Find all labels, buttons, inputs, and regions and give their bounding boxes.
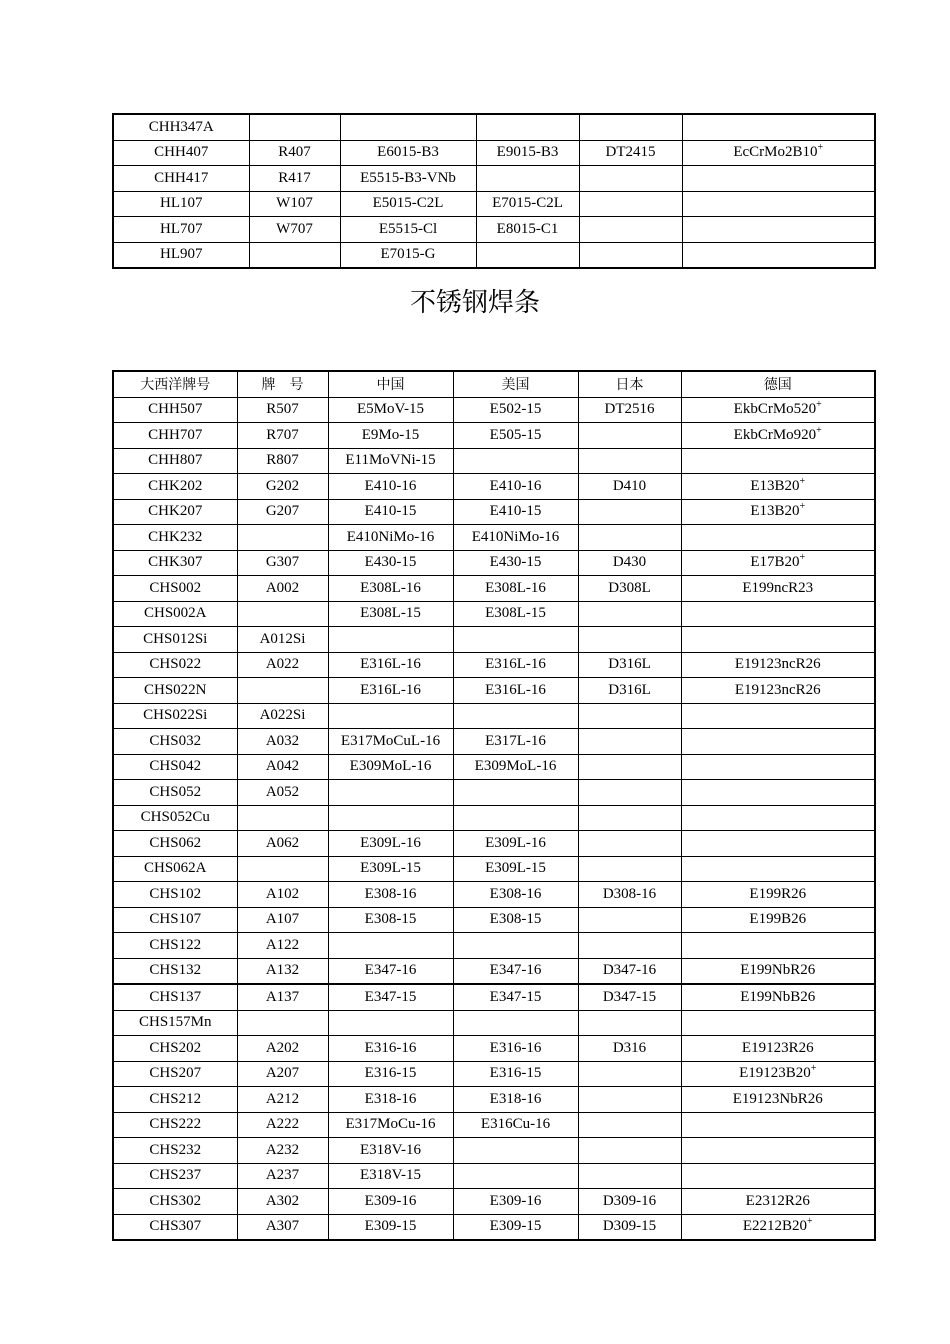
table-cell xyxy=(681,1112,875,1138)
table-cell: CHS062 xyxy=(113,831,237,857)
table-cell: A237 xyxy=(237,1163,328,1189)
table-cell xyxy=(578,907,681,933)
table-cell: A002 xyxy=(237,576,328,602)
table-cell: A042 xyxy=(237,754,328,780)
table-cell: E5515-B3-VNb xyxy=(340,166,476,192)
table-cell: E410NiMo-16 xyxy=(328,525,453,551)
table-cell: E7015-G xyxy=(340,242,476,268)
table-cell: E19123ncR26 xyxy=(681,678,875,704)
table-cell xyxy=(578,729,681,755)
table-cell: E316L-16 xyxy=(328,652,453,678)
table-cell: E199NbR26 xyxy=(681,958,875,984)
table-cell: E199NbB26 xyxy=(681,984,875,1010)
section-title: 不锈钢焊条 xyxy=(409,288,540,318)
table-cell xyxy=(681,831,875,857)
table-cell xyxy=(249,114,340,140)
table-cell: E347-15 xyxy=(453,984,578,1010)
table-cell: E410NiMo-16 xyxy=(453,525,578,551)
table-cell xyxy=(578,831,681,857)
table-cell xyxy=(578,499,681,525)
table-cell xyxy=(681,729,875,755)
table-row xyxy=(113,729,875,755)
table-cell: CHH347A xyxy=(113,114,249,140)
table-cell: G307 xyxy=(237,550,328,576)
table-row xyxy=(113,652,875,678)
table-row xyxy=(113,678,875,704)
table-cell: W107 xyxy=(249,191,340,217)
table-cell: E13B20+ xyxy=(681,474,875,500)
table-cell xyxy=(237,525,328,551)
table-cell xyxy=(681,601,875,627)
table-cell: E505-15 xyxy=(453,423,578,449)
table-cell: E9Mo-15 xyxy=(328,423,453,449)
table-row xyxy=(113,1163,875,1189)
table-row xyxy=(113,1061,875,1087)
table-cell xyxy=(328,1010,453,1036)
table-cell: E316-15 xyxy=(328,1061,453,1087)
table-cell: CHK207 xyxy=(113,499,237,525)
table-cell: E316L-16 xyxy=(453,678,578,704)
table-row xyxy=(113,984,875,1010)
table-cell xyxy=(681,780,875,806)
table-cell: CHS022Si xyxy=(113,703,237,729)
table-cell: CHS107 xyxy=(113,907,237,933)
table-cell xyxy=(328,805,453,831)
table-cell: CHS157Mn xyxy=(113,1010,237,1036)
table-cell: D347-15 xyxy=(578,984,681,1010)
table-cell: A062 xyxy=(237,831,328,857)
table-cell: CHS032 xyxy=(113,729,237,755)
table-cell: A107 xyxy=(237,907,328,933)
table-cell xyxy=(237,678,328,704)
table-cell: CHH417 xyxy=(113,166,249,192)
table-row xyxy=(113,780,875,806)
table-cell xyxy=(578,448,681,474)
table-cell: E2312R26 xyxy=(681,1189,875,1215)
table-cell: E318-16 xyxy=(328,1087,453,1113)
table-cell: E410-16 xyxy=(453,474,578,500)
table-cell: E317MoCuL-16 xyxy=(328,729,453,755)
table-cell: EkbCrMo920+ xyxy=(681,423,875,449)
table-cell: A122 xyxy=(237,933,328,959)
table-cell xyxy=(578,627,681,653)
table-cell: E317MoCu-16 xyxy=(328,1112,453,1138)
table-cell xyxy=(578,1087,681,1113)
table-cell: A207 xyxy=(237,1061,328,1087)
table-row xyxy=(113,703,875,729)
table-cell xyxy=(682,166,875,192)
table-cell: R707 xyxy=(237,423,328,449)
table-row xyxy=(113,217,875,243)
table-cell: D308-16 xyxy=(578,882,681,908)
table-cell: A302 xyxy=(237,1189,328,1215)
table-row xyxy=(113,191,875,217)
table-cell: CHK232 xyxy=(113,525,237,551)
table-cell xyxy=(453,933,578,959)
table-cell: E2212B20+ xyxy=(681,1214,875,1240)
table-cell: CHH707 xyxy=(113,423,237,449)
table-cell xyxy=(476,166,579,192)
table-cell: A132 xyxy=(237,958,328,984)
table-row xyxy=(113,907,875,933)
table-cell xyxy=(237,805,328,831)
table-cell: R507 xyxy=(237,397,328,423)
table-cell xyxy=(237,856,328,882)
table-cell: A212 xyxy=(237,1087,328,1113)
table-cell: CHS022N xyxy=(113,678,237,704)
table-cell: E5MoV-15 xyxy=(328,397,453,423)
table-cell: E13B20+ xyxy=(681,499,875,525)
table-row xyxy=(113,1036,875,1062)
table-cell: D347-16 xyxy=(578,958,681,984)
table-cell xyxy=(328,933,453,959)
table-cell: E430-15 xyxy=(328,550,453,576)
table-cell: D316L xyxy=(578,678,681,704)
table-cell: A137 xyxy=(237,984,328,1010)
header-cell: 中国 xyxy=(328,371,453,397)
table-cell xyxy=(578,703,681,729)
table-cell: E316-16 xyxy=(453,1036,578,1062)
table-cell: E309-15 xyxy=(328,1214,453,1240)
table-cell xyxy=(476,114,579,140)
table-cell xyxy=(681,754,875,780)
table-cell: DT2415 xyxy=(579,140,682,166)
table-cell: CHS302 xyxy=(113,1189,237,1215)
table-row xyxy=(113,525,875,551)
table-cell: CHS062A xyxy=(113,856,237,882)
table-cell: E316L-16 xyxy=(328,678,453,704)
table-cell xyxy=(681,856,875,882)
table-cell: E6015-B3 xyxy=(340,140,476,166)
table-cell: G207 xyxy=(237,499,328,525)
table-cell: E309MoL-16 xyxy=(328,754,453,780)
table-cell: E8015-C1 xyxy=(476,217,579,243)
table-row xyxy=(113,1010,875,1036)
table-row xyxy=(113,856,875,882)
table-cell xyxy=(578,1163,681,1189)
table-cell: D309-16 xyxy=(578,1189,681,1215)
header-cell: 美国 xyxy=(453,371,578,397)
table-cell xyxy=(249,242,340,268)
table-cell xyxy=(579,217,682,243)
table-row xyxy=(113,114,875,140)
table-cell: CHS122 xyxy=(113,933,237,959)
table-row xyxy=(113,474,875,500)
table-cell xyxy=(681,1010,875,1036)
table-cell xyxy=(578,601,681,627)
table-cell xyxy=(453,780,578,806)
table-cell: E308-16 xyxy=(453,882,578,908)
table-cell: E199ncR23 xyxy=(681,576,875,602)
table-cell: E410-15 xyxy=(328,499,453,525)
table-cell: E308L-15 xyxy=(328,601,453,627)
table-cell: D410 xyxy=(578,474,681,500)
table-cell xyxy=(453,448,578,474)
table-cell: E308L-16 xyxy=(453,576,578,602)
table-cell: DT2516 xyxy=(578,397,681,423)
table-cell xyxy=(578,1061,681,1087)
table-cell: E316L-16 xyxy=(453,652,578,678)
table-cell: E318V-15 xyxy=(328,1163,453,1189)
table-cell xyxy=(328,627,453,653)
table-cell xyxy=(681,1163,875,1189)
table-cell: E309L-15 xyxy=(453,856,578,882)
table-row xyxy=(113,882,875,908)
table-cell: CHK307 xyxy=(113,550,237,576)
header-cell: 牌 号 xyxy=(237,371,328,397)
table-cell xyxy=(681,805,875,831)
table-row xyxy=(113,627,875,653)
table-cell: W707 xyxy=(249,217,340,243)
table-cell: CHK202 xyxy=(113,474,237,500)
table-cell: E5015-C2L xyxy=(340,191,476,217)
table-row xyxy=(113,397,875,423)
table-cell xyxy=(578,1112,681,1138)
table-cell: D309-15 xyxy=(578,1214,681,1240)
table-cell: E318V-16 xyxy=(328,1138,453,1164)
table-cell: E309L-16 xyxy=(328,831,453,857)
table-cell: A022Si xyxy=(237,703,328,729)
table-cell: E309-16 xyxy=(453,1189,578,1215)
table-row xyxy=(113,140,875,166)
table-cell: EcCrMo2B10+ xyxy=(682,140,875,166)
table-cell: A022 xyxy=(237,652,328,678)
table-row xyxy=(113,601,875,627)
table-cell xyxy=(453,805,578,831)
table-cell: CHS042 xyxy=(113,754,237,780)
table-cell xyxy=(453,1010,578,1036)
table-cell xyxy=(476,242,579,268)
table-cell: E308L-15 xyxy=(453,601,578,627)
table-cell: CHS237 xyxy=(113,1163,237,1189)
table-cell xyxy=(681,703,875,729)
table-row xyxy=(113,1214,875,1240)
table-cell xyxy=(578,1010,681,1036)
table-cell: D308L xyxy=(578,576,681,602)
table-cell xyxy=(578,525,681,551)
table-cell xyxy=(237,601,328,627)
table-cell: A232 xyxy=(237,1138,328,1164)
table-cell xyxy=(578,933,681,959)
table-cell xyxy=(578,856,681,882)
table-cell xyxy=(328,703,453,729)
table-cell: A012Si xyxy=(237,627,328,653)
table-cell: E309L-16 xyxy=(453,831,578,857)
table-cell xyxy=(682,217,875,243)
table-cell: E199B26 xyxy=(681,907,875,933)
table-row xyxy=(113,1189,875,1215)
table-cell: E19123NbR26 xyxy=(681,1087,875,1113)
table-cell: E9015-B3 xyxy=(476,140,579,166)
table-row xyxy=(113,448,875,474)
table-cell: A307 xyxy=(237,1214,328,1240)
table-cell: D316 xyxy=(578,1036,681,1062)
table-row xyxy=(113,1087,875,1113)
table-cell: A222 xyxy=(237,1112,328,1138)
table-cell: CHS212 xyxy=(113,1087,237,1113)
header-cell: 大西洋牌号 xyxy=(113,371,237,397)
table-cell xyxy=(578,1138,681,1164)
table-cell: A032 xyxy=(237,729,328,755)
table-cell: E347-16 xyxy=(453,958,578,984)
table-cell: E7015-C2L xyxy=(476,191,579,217)
table-cell xyxy=(579,166,682,192)
table-cell: E199R26 xyxy=(681,882,875,908)
table-cell: E347-15 xyxy=(328,984,453,1010)
table-row xyxy=(113,958,875,984)
table-cell xyxy=(681,448,875,474)
table-row xyxy=(113,576,875,602)
table-cell: CHH407 xyxy=(113,140,249,166)
table-cell: G202 xyxy=(237,474,328,500)
table-cell: CHS207 xyxy=(113,1061,237,1087)
table-cell: D316L xyxy=(578,652,681,678)
table-row xyxy=(113,550,875,576)
table-cell: CHS202 xyxy=(113,1036,237,1062)
table-cell: CHS022 xyxy=(113,652,237,678)
table-cell xyxy=(579,114,682,140)
table-cell: A102 xyxy=(237,882,328,908)
table-cell xyxy=(682,114,875,140)
header-row xyxy=(113,371,875,397)
table-cell: CHS012Si xyxy=(113,627,237,653)
table-cell: E19123ncR26 xyxy=(681,652,875,678)
table-cell xyxy=(579,191,682,217)
table-cell: CHH507 xyxy=(113,397,237,423)
table-row xyxy=(113,933,875,959)
table-cell: CHS052Cu xyxy=(113,805,237,831)
table-cell: E11MoVNi-15 xyxy=(328,448,453,474)
table-cell xyxy=(578,780,681,806)
table-cell xyxy=(681,627,875,653)
table-cell xyxy=(681,1138,875,1164)
table-cell: E309L-15 xyxy=(328,856,453,882)
table-cell xyxy=(681,525,875,551)
table-cell: CHS002A xyxy=(113,601,237,627)
table-cell: CHS307 xyxy=(113,1214,237,1240)
table-cell: A052 xyxy=(237,780,328,806)
table-cell: E316-15 xyxy=(453,1061,578,1087)
table-cell: CHS222 xyxy=(113,1112,237,1138)
table-row xyxy=(113,754,875,780)
table-cell xyxy=(578,423,681,449)
table-cell: CHH807 xyxy=(113,448,237,474)
table-cell: E19123R26 xyxy=(681,1036,875,1062)
table-cell: E318-16 xyxy=(453,1087,578,1113)
table-cell: E316-16 xyxy=(328,1036,453,1062)
table-cell: E347-16 xyxy=(328,958,453,984)
table-cell xyxy=(237,1010,328,1036)
table-cell: E410-16 xyxy=(328,474,453,500)
table-cell xyxy=(453,1138,578,1164)
table-cell: E308L-16 xyxy=(328,576,453,602)
table-row xyxy=(113,499,875,525)
table-row xyxy=(113,242,875,268)
table-cell: CHS052 xyxy=(113,780,237,806)
table-row xyxy=(113,1112,875,1138)
table-cell: E308-15 xyxy=(453,907,578,933)
table-cell xyxy=(578,754,681,780)
table-cell: CHS132 xyxy=(113,958,237,984)
header-cell: 德国 xyxy=(681,371,875,397)
table-cell xyxy=(453,1163,578,1189)
table-cell: E316Cu-16 xyxy=(453,1112,578,1138)
table-row xyxy=(113,166,875,192)
table-cell: R807 xyxy=(237,448,328,474)
table-cell xyxy=(578,805,681,831)
table-cell: D430 xyxy=(578,550,681,576)
table-cell: HL107 xyxy=(113,191,249,217)
table-cell: E19123B20+ xyxy=(681,1061,875,1087)
table-cell: E410-15 xyxy=(453,499,578,525)
table-cell: EkbCrMo520+ xyxy=(681,397,875,423)
table-cell: E308-15 xyxy=(328,907,453,933)
table-cell xyxy=(681,933,875,959)
table-cell xyxy=(453,627,578,653)
table-cell: CHS232 xyxy=(113,1138,237,1164)
table-row xyxy=(113,831,875,857)
table-cell: CHS137 xyxy=(113,984,237,1010)
table-cell: E17B20+ xyxy=(681,550,875,576)
header-cell: 日本 xyxy=(578,371,681,397)
table-cell: CHS102 xyxy=(113,882,237,908)
table-cell: E5515-Cl xyxy=(340,217,476,243)
table-cell: R417 xyxy=(249,166,340,192)
table-cell: A202 xyxy=(237,1036,328,1062)
table-cell xyxy=(328,780,453,806)
table-cell: E309MoL-16 xyxy=(453,754,578,780)
table-cell xyxy=(682,191,875,217)
table-row xyxy=(113,1138,875,1164)
table-row xyxy=(113,805,875,831)
table-cell: CHS002 xyxy=(113,576,237,602)
table-cell: HL707 xyxy=(113,217,249,243)
table-cell: E309-15 xyxy=(453,1214,578,1240)
main-table xyxy=(112,370,876,1241)
table-cell: HL907 xyxy=(113,242,249,268)
table-cell: R407 xyxy=(249,140,340,166)
table-row xyxy=(113,423,875,449)
table-cell xyxy=(579,242,682,268)
table-cell xyxy=(682,242,875,268)
table-cell: E317L-16 xyxy=(453,729,578,755)
table-cell: E308-16 xyxy=(328,882,453,908)
table-cell: E309-16 xyxy=(328,1189,453,1215)
top-table xyxy=(112,113,876,269)
table-cell: E430-15 xyxy=(453,550,578,576)
table-cell xyxy=(340,114,476,140)
table-cell xyxy=(453,703,578,729)
table-cell: E502-15 xyxy=(453,397,578,423)
